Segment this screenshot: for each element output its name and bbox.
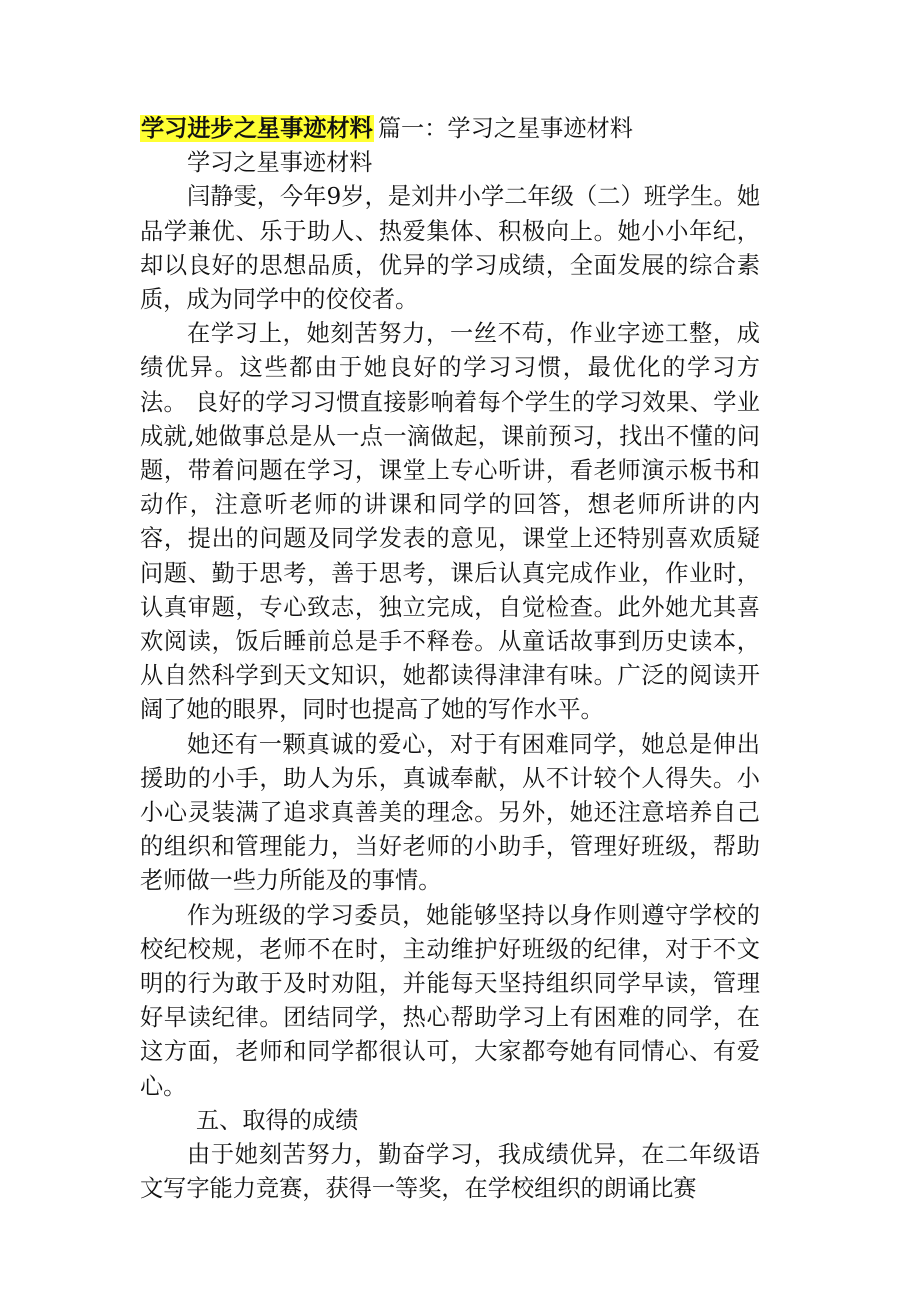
paragraph-intro: 闫静雯，今年9岁，是刘井小学二年级（二）班学生。她品学兼优、乐于助人、热爱集体、积极向上。她小小年纪，却以良好的思想品质，优异的学习成绩，全面发展的综合素质，成为同学中的佼佼者。 bbox=[140, 183, 760, 314]
highlighted-title: 学习进步之星事迹材料 bbox=[141, 115, 373, 142]
paragraph-study: 在学习上，她刻苦努力，一丝不苟，作业字迹工整，成绩优异。这些都由于她良好的学习习惯，最优化的学习方法。 良好的学习习惯直接影响着每个学生的学习效果、学业成就,她做事总是从一点一滴做起，课前预习，找出不懂的问题，带着问题在学习，课堂上专心听讲，看老师演示板书和动作，注意听老师的讲课和同学的回答，想老师所讲的内容，提出的问题及同学发表的意见，课堂上还特别喜欢质疑问题、勤于思考，善于思考，课后认真完成作业，作业时，认真审题，专心致志，独立完成，自觉检查。此外她尤其喜欢阅读，饭后睡前总是手不释卷。从童话故事到历史读本，从自然科学到天文知识，她都读得津津有味。广泛的阅读开阔了她的眼界，同时也提高了她的写作水平。 bbox=[140, 320, 760, 724]
paragraph-committee: 作为班级的学习委员，她能够坚持以身作则遵守学校的校纪校规，老师不在时，主动维护好班级的纪律，对于不文明的行为敢于及时劝阻，并能每天坚持组织同学早读，管理好早读纪律。团结同学，热心帮助学习上有困难的同学，在这方面，老师和同学都很认可，大家都夸她有同情心、有爱心。 bbox=[140, 901, 760, 1100]
document-body bbox=[140, 112, 760, 1207]
paragraph-kindness: 她还有一颗真诚的爱心，对于有困难同学，她总是伸出援助的小手，助人为乐，真诚奉献，从不计较个人得失。小小心灵装满了追求真善美的理念。另外，她还注意培养自己的组织和管理能力，当好老师的小助手，管理好班级，帮助老师做一些力所能及的事情。 bbox=[140, 730, 760, 895]
title-line bbox=[140, 112, 760, 146]
title-suffix: 篇一：学习之星事迹材料 bbox=[377, 115, 633, 142]
section-heading-achievements: 五、取得的成绩 bbox=[196, 1106, 359, 1134]
paragraph-achievements: 由于她刻苦努力，勤奋学习，我成绩优异，在二年级语文写字能力竞赛，获得一等奖，在学校组织的朗诵比赛 bbox=[140, 1141, 760, 1203]
section-heading-main: 学习之星事迹材料 bbox=[187, 149, 373, 177]
